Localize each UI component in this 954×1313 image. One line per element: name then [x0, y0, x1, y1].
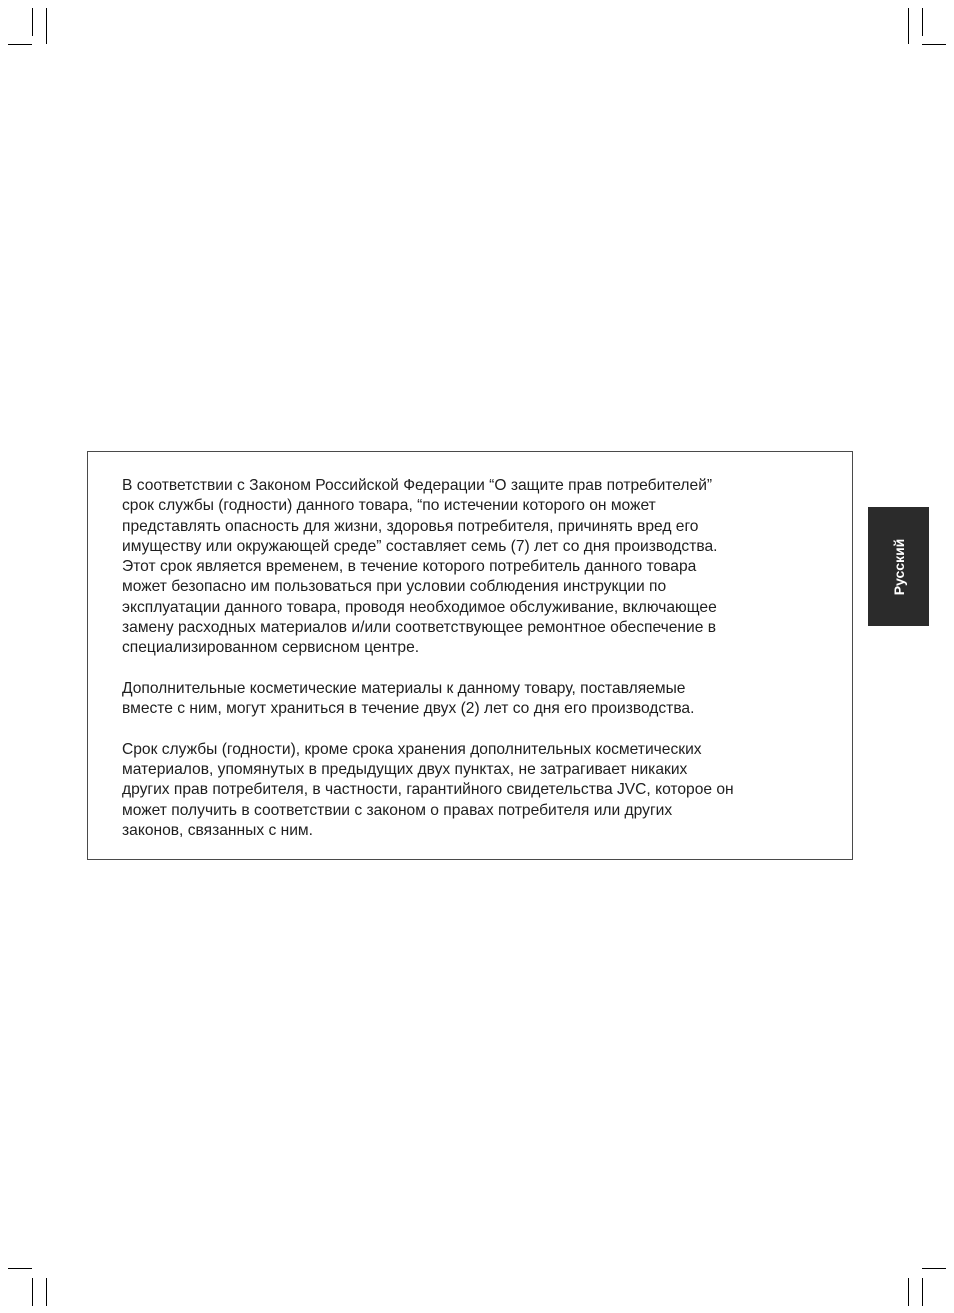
notice-line: может безопасно им пользоваться при условии соблюдения инструкции по [122, 578, 667, 596]
notice-line: замену расходных материалов и/или соответствующее ремонтное обеспечение в [122, 619, 717, 637]
notice-line: вместе с ним, могут храниться в течение двух (2) лет со дня его производства. [122, 700, 695, 718]
crop-mark [922, 8, 923, 36]
language-tab [868, 507, 929, 626]
notice-line: специализированном сервисном центре. [122, 639, 420, 657]
notice-line: может получить в соответствии с законом о правах потребителя или других [122, 801, 673, 819]
notice-line: срок службы (годности) данного товара, “по истечении которого он может [122, 497, 656, 515]
notice-line: законов, связанных с ним. [122, 822, 313, 840]
notice-line: имуществу или окружающей среде” составляет семь (7) лет со дня производства. [122, 537, 718, 555]
crop-mark [908, 1278, 909, 1306]
notice-line: Дополнительные косметические материалы к данному товару, поставляемые [122, 679, 686, 697]
crop-mark [8, 1268, 32, 1269]
notice-paragraph-consumer-rights [122, 740, 822, 841]
service-life-notice-box [87, 451, 853, 860]
notice-line: В соответствии с Законом Российской Федерации “О защите прав потребителей” [122, 477, 713, 494]
crop-mark [46, 1278, 47, 1306]
notice-line: представлять опасность для жизни, здоровья потребителя, причинять вред его [122, 517, 699, 535]
crop-mark [922, 1278, 923, 1306]
crop-mark [46, 8, 47, 44]
crop-mark [908, 8, 909, 44]
language-tab-label: Русский [890, 538, 907, 595]
notice-line: других прав потребителя, в частности, гарантийного свидетельства JVC, которое он [122, 781, 734, 799]
notice-paragraph-service-life [122, 476, 822, 659]
crop-mark [922, 1268, 946, 1269]
notice-line: материалов, упомянутых в предыдущих двух пунктах, не затрагивает никаких [122, 761, 688, 779]
notice-line: эксплуатации данного товара, проводя необходимое обслуживание, включающее [122, 598, 717, 616]
notice-text [122, 476, 822, 841]
crop-mark [32, 1278, 33, 1306]
notice-line: Срок службы (годности), кроме срока хранения дополнительных косметических [122, 740, 702, 758]
crop-mark [922, 44, 946, 45]
crop-mark [32, 8, 33, 36]
notice-line: Этот срок является временем, в течение которого потребитель данного товара [122, 558, 697, 576]
notice-paragraph-cosmetic-materials [122, 679, 822, 720]
crop-mark [8, 44, 32, 45]
